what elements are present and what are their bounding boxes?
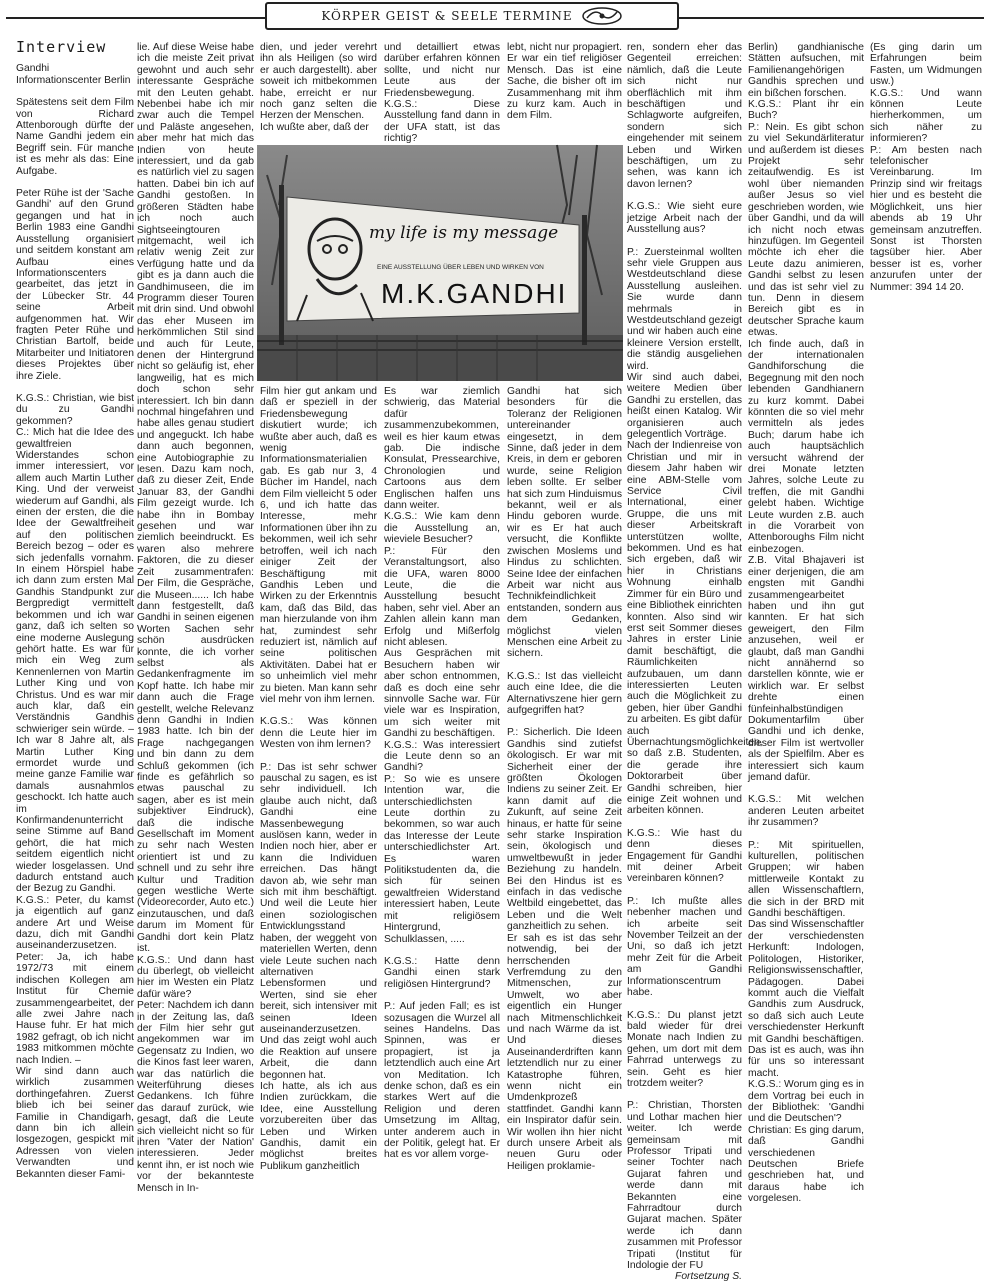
col7-paragraph-3: P.: Mit spirituellen, kulturellen, politischen Gruppen; wir haben mittlerweile Kontakt zu allen Wissenschaftlern, die sich in der BRD mit Gandhi beschäftigen. Das sind Wissenschaftler der verschiedensten Herkunft: Indologen, Politologen, Historiker, Religionswissenschaftler, Pädagogen. Dabei kommt auch die Vielfalt Gandhis zum Ausdruck, so daß sich auch Leute verschiedenster Herkunft mit Gandhi beschäftigen. Das ist es auch, was ihn für uns so interessant macht. K.G.S.: Worum ging es in dem Vortrag bei euch in der Bibliothek: 'Gandhi und die Deutschen'? Christian: Es ging darum, daß Gandhi verschiedenen Deutschen Briefe geschrieben hat, und daraus habe ich vorgelesen. <box>748 839 864 1205</box>
col7-paragraph-2: K.G.S.: Mit welchen anderen Leuten arbeitet ihr zusammen? <box>748 794 864 829</box>
article-column-5-top <box>507 42 622 138</box>
col6-paragraph-1: ren, sondern eher das Gegenteil erreichen: nämlich, daß die Leute sich nicht nur oberflächlich mit ihm beschäftigen und Schlagworte aufgreifen, sondern sich eingehender mit seinem Leben und Wirken beschäftigen, um zu sehen, was kann ich davon lernen? <box>627 42 742 190</box>
article-column-7 <box>748 42 864 1205</box>
banner-subtitle: EINE AUSSTELLUNG ÜBER LEBEN UND WIRKEN VON <box>377 264 544 271</box>
col4-paragraph-1: Es war ziemlich schwierig, das Material dafür zusammenzubekommen, weil es hier kaum etwas gab. Die indische Konsulat, Pressearchive, Chronologien und Cartoons aus dem Englischen halfen uns dann weiter. K.G.S.: Wie kam denn die Ausstellung an, wieviele Besucher? P.: Für den Veranstaltungsort, also die UFA, waren 8000 Leute, die die Ausstellung besucht haben, sehr viel. Aber an Zahlen allein kann man Erfolg und Mißerfolg nicht ablesen. Aus Gesprächen mit Besuchern haben wir aber schon entnommen, daß es doch eine sehr sinnvolle Sache war. Für viele war es Inspiration, um sich weiter mit Gandhi zu beschäftigen. K.G.S.: Was interessiert die Leute denn so an Gandhi? P.: So wie es unsere Intention war, die unterschiedlichsten Leute dorthin zu bekommen, so war auch das Interesse der Leute unterschiedlichster Art. Es waren Politikstudenten da, die sich für seinen gewaltfreien Widerstand interessiert haben, Leute mit religiösem Hintergrund, Schulklassen, ..... <box>384 386 500 945</box>
article-column-5-bottom <box>507 386 622 1172</box>
exhibition-banner-photo <box>257 145 623 381</box>
article-column-3-bottom <box>260 386 377 1172</box>
col3-paragraph-3: P.: Das ist sehr schwer pauschal zu sagen, es ist sehr individuell. Ich glaube auch nicht, daß Gandhi eine Massenbewegung auslösen kann, weder in Indien noch hier, aber er kann die Individuen erreichen. Das hängt davon ab, wie sehr man sich mit ihm beschäftigt. Und weil die Leute hier einen soziologischen Entwicklungsstand haben, der weggeht von materiellen Werten, denn viele Leute suchen nach alternativen Lebensformen und Werten, sind sie eher bereit, sich intensiver mit seinen Ideen auseinanderzusetzen. Und das zeigt wohl auch die Reaktion auf unsere Arbeit, die dann begonnen hat. Ich hatte, als ich aus Indien zurückkam, die Idee, eine Ausstellung vorzubereiten über das Leben und Wirken Gandhis, damit ein möglichst breites Publikum ganzheitlich <box>260 761 377 1172</box>
article-column-4-top <box>384 42 500 145</box>
intro-heading: Gandhi Informationscenter Berlin <box>16 63 131 86</box>
col7-paragraph-1: Berlin) gandhianische Stätten aufsuchen, mit Familienangehörigen Gandhis sprechen und ein bißchen forschen. K.G.S.: Plant ihr ein Buch? P.: Nein. Es gibt schon zu viel Sekundärliteratur und außerdem ist dieses Projekt sehr zeitaufwendig. Es ist wohl über niemanden außer Jesus so viel geschrieben worden, wie über Gandhi, und da will ich nicht noch etwas hinzufügen. Im Gegenteil möchte ich eher die Leute dazu animieren, Gandhi selbst zu lesen und das ist sehr viel zu tun. Denn in diesem Bereich gibt es in deutscher Sprache kaum etwas. Ich finde auch, daß in der internationalen Gandhiforschung die Begegnung mit den noch lebenden Gandhianern zu kurz kommt. Dabei könnten die so viel mehr vermitteln als jedes Buch; darum habe ich auch hauptsächlich versucht während der drei Monate letzten Jahres, solche Leute zu treffen, die mit Gandhi gelebt haben. Wichtige Leute wurden z.B. auch in die Vorarbeit von Attenboroughs Film nicht einbezogen. Z.B. Vital Bhajaveri ist einer derjenigen, die am engsten mit Gandhi zusammengearbeitet haben und ihn gut kannten. Er hat sich geweigert, den Film anzusehen, weil er glaubt, daß man Gandhi nicht annähernd so darstellen könnte, wie er wirklich war. Er selbst drehte einen fünfeinhalbstündigen Dokumentarfilm über Gandhi und ich denke, dieser Film ist wertvoller als der Spielfilm. Aber es interessiert sich kaum jemand dafür. <box>748 42 864 783</box>
col8-paragraph-1: (Es ging darin um Erfahrungen beim Fasten, um Widmungen usw.) K.G.S.: Und wann können Leute hierherkommen, um sich näher zu informieren? P.: Am besten nach telefonischer Vereinbarung. Im Prinzip sind wir freitags hier und es besteht die Möglichkeit, uns hier abends ab 19 Uhr gemeinsam anzutreffen. Sonst ist Thorsten tagsüber hier. Aber besser ist es, vorher anzurufen unter der Nummer: 394 14 20. <box>870 42 982 293</box>
article-column-6 <box>627 42 763 1283</box>
col5-top-paragraph: lebt, nicht nur propagiert. Er war ein tief religiöser Mensch. Das ist eine Sache, die bisher oft im Zusammenhang mit ihm zu kurz kam. Auch in dem Film. <box>507 42 622 122</box>
article-column-2 <box>137 42 254 1194</box>
col3-paragraph-2: K.G.S.: Was können denn die Leute hier im Westen von ihm lernen? <box>260 716 377 751</box>
col4-paragraph-2: K.G.S.: Hatte denn Gandhi einen stark religiösen Hintergrund? <box>384 955 500 990</box>
col6-paragraph-5: P.: Ich mußte alles nebenher machen und ich arbeite seit November Teilzeit an der Uni, so daß ich jetzt mehr Zeit für die Arbeit am Gandhi Informationscentrum habe. <box>627 895 742 999</box>
col4-paragraph-3: P.: Auf jeden Fall; es ist sozusagen die Wurzel all seines Handelns. Das Spinnen, was er propagiert, ist ja letztendlich auch eine Art von Meditation. Ich denke schon, daß es ein starkes Wert auf die Religion und deren Umsetzung im Alltag, unter anderem auch in der Politik, gelegt hat. Er hat es vor allem vorge- <box>384 1001 500 1161</box>
col6-paragraph-6: K.G.S.: Du planst jetzt bald wieder für drei Monate nach Indien zu gehen, um dort mit dem Fahrrad unterwegs zu sein. Geht es hier trotzdem weiter? <box>627 1009 742 1089</box>
col6-paragraph-7: P.: Christian, Thorsten und Lothar machen hier weiter. Ich werde gemeinsam mit Professor Tripati und seiner Tochter nach Gujarat fahren und werde dann mit Bekannten eine Fahrradtour durch Gujarat machen. Später werde ich dann zusammen mit Professor Tripati (Institut für Indologie der FU <box>627 1100 742 1272</box>
photo-illustration <box>257 145 623 381</box>
col5-paragraph-1: Gandhi hat sich besonders für die Toleranz der Religionen untereinander eingesetzt, in dem Sinne, daß jeder in dem Kreis, in dem er geboren wurde, seine Religion leben sollte. Er selber hat sich zum Hinduismus bekannt, weil er als Hindu geboren wurde. wir es Er hat auch versucht, die Konflikte zwischen Moslems und Hindus zu schlichten. Seine Idee der einfachen Arbeit war nicht aus Technikfeindlichkeit entstanden, sondern aus dem Gedanken, möglichst vielen Menschen eine Arbeit zu sichern. <box>507 386 622 660</box>
col1-paragraph-1: Spätestens seit dem Film von Richard Attenborough dürfte der Name Gandhi jedem ein Begriff sein. Für manche ist es mehr als das: Eine Aufgabe. <box>16 97 134 177</box>
col3-paragraph-1: Film hier gut ankam und daß er speziell in der Friedensbewegung diskutiert wurde; ich wußte aber auch, daß es wenig Informationsmaterialien gab. Es gab nur 3, 4 Bücher im Handel, nach dem Film vielleicht 5 oder 6, und ich hatte das Interesse, mehr Informationen über ihn zu bekommen, weil ich sehr betroffen, weil ich nach einiger Zeit der Beschäftigung mit Gandhis Leben und Wirken zu der Erkenntnis kam, daß das Bild, das man hierzulande von ihm hat, zumindest sehr reduziert ist, nämlich auf seine politischen Aktivitäten. Dabei hat er so unheimlich viel mehr zu bieten. Man kann sehr viel mehr von ihm lernen. <box>260 386 377 705</box>
col2-paragraph-1: lie. Auf diese Weise habe ich die meiste Zeit privat gewohnt und auch sehr interessante Gespräche mit den Leuten gehabt. Nebenbei habe ich mir zwar auch die Tempel und Paläste angesehen, aber mehr hat mich das Indien von heute interessiert, und da gab es natürlich viel zu sagen hatten. Dabei bin ich auf Gandhi gestoßen. In größeren Städten habe ich noch auch Sightseeingtouren mitgemacht, weil ich relativ wenig Zeit zur Verfügung hatte und da gibt es ja dann auch die Gandhimuseen, die im Programm dieser Touren mit drin sind. Und obwohl das eher Museen im herkömmlichen Stil sind und auch für Leute, denen der Hintergrund nicht so geläufig ist, eher langweilig, hat es mich doch schon sehr interessiert. Ich bin dann nochmal hingefahren und habe alles genau studiert und angeguckt. Ich habe dann auch begonnen, eine Autobiographie zu lesen. Dazu kam noch, daß zu dieser Zeit, Ende Januar 83, der Gandhi Film gezeigt wurde. Ich habe ihn in Bombay gesehen und war ziemlich beeindruckt. Es waren also mehrere Faktoren, die zu dieser Zeit zusammentrafen: Der Film, die Gespräche, die Museen...... Ich habe dann festgestellt, daß Gandhi in seinen eigenen Worten Sachen sehr schön ausdrücken konnte, die ich vorher selbst als Gedankenfragmente im Kopf hatte. Ich habe mir dann auch die Frage gestellt, welche Relevanz denn Gandhi in Indien 1983 hatte. Ich bin der Frage nachgegangen und bin dann zu dem Schluß gekommen (ich finde es gefährlich so etwas pauschal zu sagen, aber es ist mein subjektiver Eindruck), daß die indische Gesellschaft im Moment zu sehr nach Westen orientiert ist und zu schnell und zu sehr ihre Kultur und Tradition gegen westliche Werte (Videorecorder, Auto etc.) einzutauschen, und daß darum im Moment für Gandhi dort kein Platz ist. K.G.S.: Und dann hast du überlegt, ob vielleicht hier im Westen ein Platz dafür wäre? Peter: Nachdem ich dann in der Zeitung las, daß der Film hier sehr gut angekommen war im Gegensatz zu Indien, wo die Kinos fast leer waren, war das natürlich die Weiterführung dieses Gedankens. Ich führe das darauf zurück, wie gesagt, daß die Leute sich vielleicht nicht so für ihren 'Vater der Nation' interessieren. Jeder kennt ihn, er ist noch wie vor der bekannteste Mensch in In- <box>137 42 254 1194</box>
section-title: Interview <box>16 38 107 56</box>
continuation-note: Fortsetzung S. <box>675 1271 742 1283</box>
col1-paragraph-3: K.G.S.: Christian, wie bist du zu Gandhi gekommen? C.: Mich hat die Idee des gewaltfreien Widerstandes schon immer interessiert, vor allem auch Martin Luther King. Und der verweist wiederum auf Gandhi, als einen der ersten, die die Idee der Gewaltfreiheit auf den politischen Bereich bezog – oder es sich jedenfalls vornahm. In einem Hörspiel habe ich dann zum ersten Mal Gandhis Standpunkt zur Bergpredigt vermittelt bekommen und ich war ganz, daß ich selten so eine moderne Auslegung gehört hatte. Es war für mich ein Weg zum Kennenlernen von Martin Luther King und von Christus. Und es war mir auch klar, daß ein Verständnis Gandhis schwieriger sein würde. – Ich war 8 Jahre alt, als Martin Luther King ermordet wurde und meine ganze Familie war damals ausnahmlos geschockt. Ich hatte auch im Konfirmandenunterricht seine Stimme auf Band gehört, die hat mich seitdem eigentlich nicht wieder losgelassen. Und dadurch entstand auch der Bezug zu Gandhi. K.G.S.: Peter, du kamst ja eigentlich auf ganz andere Art und Weise dazu, dich mit Gandhi auseinanderzusetzen. Peter: Ja, ich habe 1972/73 mit einem indischen Kollegen am Institut für Chemie zusammengearbeitet, der alle zwei Jahre nach Hause fuhr. Er hat mich 1982 gefragt, ob ich nicht 1983 mitkommen möchte nach Indien. – Wir sind dann auch wirklich zusammen dorthingefahren. Zuerst blieb ich bei seiner Familie in Chandigarh, dann bin ich allein losgezogen, gespickt mit Adressen von vielen Verwandten und Bekannten dieser Fami- <box>16 392 134 1180</box>
col3-top-paragraph: dien, und jeder verehrt ihn als Heiligen (so wird er auch dargestellt). aber soweit ich mitbekommen habe, erreicht er nur noch ganz selten die Herzen der Menschen. Ich wußte aber, daß der <box>260 42 377 133</box>
col4-top-paragraph: und detailliert etwas darüber erfahren können sollte, und nicht nur Leute aus der Friedensbewegung. K.G.S.: Diese Ausstellung fand dann in der UFA statt, ist das richtig? <box>384 42 500 145</box>
col6-paragraph-3: P.: Zuersteinmal wollten sehr viele Gruppen aus Westdeutschland diese Ausstellung ausleihen. Sie wurde dann mehrmals in Westdeutschland gezeigt und wir haben auch eine kleinere Version erstellt, die ständig ausgeliehen wird. Wir sind auch dabei, weitere Medien über Gandhi zu erstellen, das heißt einen Katalog. Wir organisieren auch gelegentlich Vorträge. Nach der Indienreise von Christian und mir in diesem Jahr haben wir eine ABM-Stelle vom Service Civil International, einer Gruppe, die uns mit dieser Arbeitskraft unterstützen wollte, bekommen. Und es hat sich ergeben, daß wir hier in Christians Wohnung einhalb Zimmer für ein Büro und eine Bibliothek einrichten konnten. Also sind wir erst seit Sommer dieses Jahres in erster Linie damit beschäftigt, die Räumlichkeiten aufzubauen, um dann interessierten Leuten auch die Möglichkeit zu geben, hier über Gandhi zu arbeiten. Es gibt dafür auch Übernachtungsmöglichkeiten, so daß z.B. Studenten, die gerade ihre Doktorarbeit über Gandhi schreiben, hier einige Zeit wohnen und arbeiten können. <box>627 246 763 817</box>
masthead-title: KÖRPER GEIST & SEELE TERMINE <box>321 9 573 23</box>
article-column-8 <box>870 42 982 342</box>
article-column-1 <box>16 38 134 1180</box>
article-column-4-bottom <box>384 386 500 1161</box>
banner-name: M.K.GANDHI <box>381 278 568 309</box>
col6-paragraph-2: K.G.S.: Wie sieht eure jetzige Arbeit nach der Ausstellung aus? <box>627 201 742 236</box>
banner-slogan: my life is my message <box>369 223 559 243</box>
article-column-3-top <box>260 42 377 138</box>
col5-paragraph-3: P.: Sicherlich. Die Ideen Gandhis sind zutiefst ökologisch. Er war mit Sicherheit einer der größten Ökologen Indiens zu seiner Zeit. Er kann damit auf die Zukunft, auf seine Zeit hinaus, er hatte für seine sehr starke Inspiration sein, ökologisch und umweltbewußt in jeder Beziehung zu handeln. Bei den Hindus ist es einfach in das vedische Weltbild eingebettet, das Leben und die Welt ganzheitlich zu sehen. Er sah es ist das sehr notwendig, bei der herrschenden Verfremdung zu den Mitmenschen, zur Umwelt, wo aber eigentlich ein Hunger nach Mitmenschlichkeit und nach Wärme da ist. Und dieses Auseinanderdriften kann letztendlich nur zu einer Katastrophe führen, wenn nicht ein Umdenkprozeß stattfindet. Gandhi kann ein Inspirator dafür sein. Wir wollen ihn hier nicht durch unsere Arbeit als neuen Guru oder Heiligen proklamie- <box>507 727 622 1172</box>
magazine-logo-icon <box>581 6 623 26</box>
col5-paragraph-2: K.G.S.: Ist das vielleicht auch eine Idee, die die Alternativszene hier gern aufgegriffen hat? <box>507 670 622 716</box>
col1-paragraph-2: Peter Rühe ist der 'Sache Gandhi' auf den Grund gegangen und hat in Berlin 1983 eine Gandhi Ausstellung organisiert und seitdem konstant am Aufbau eines Informationscenters gearbeitet, das jetzt in der Lübecker Str. 44 seine Arbeit aufgenommen hat. Wir fragten Peter Rühe und Christian Bartolf, beide Mitarbeiter und Initiatoren dieses Projektes über ihre Ziele. <box>16 188 134 382</box>
col6-paragraph-4: K.G.S.: Wie hast du denn dieses Engagement für Gandhi mit deiner Arbeit vereinbaren können? <box>627 827 742 885</box>
masthead-banner <box>265 2 679 30</box>
